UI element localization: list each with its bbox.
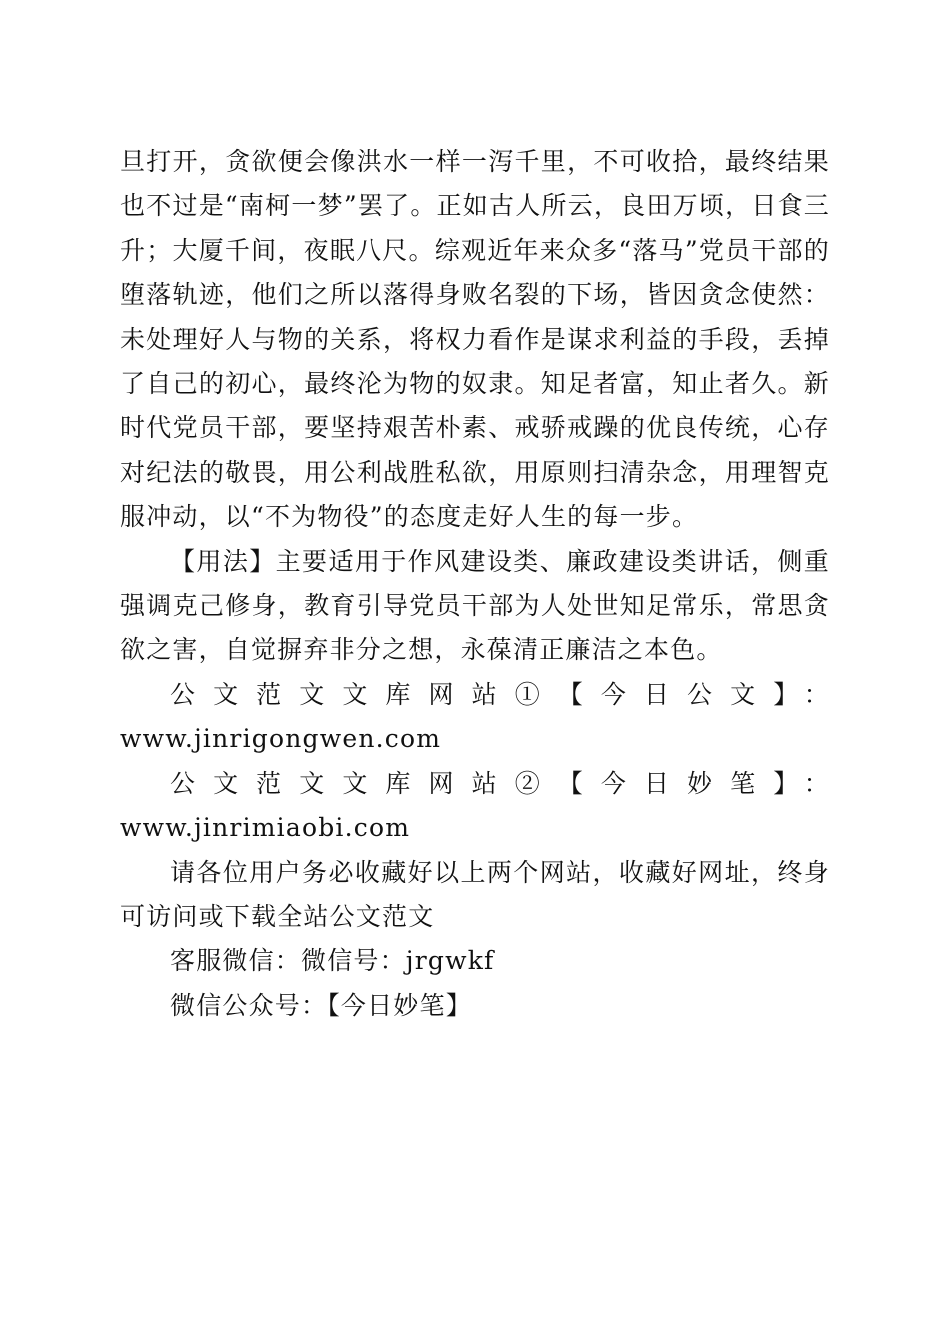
wechat-service: 客服微信：微信号：jrgwkf [170, 946, 495, 976]
document-body [120, 140, 830, 1028]
site1-line: 公文范文文库网站①【今日公文】： [170, 679, 830, 709]
site1-url: www.jinrigongwen.com [120, 724, 442, 754]
main-paragraph: 旦打开，贪欲便会像洪水一样一泻千里，不可收拾，最终结果也不过是“南柯一梦”罢了。正如古人所云，良田万顷，日食三升；大厦千间，夜眠八尺。综观近年来众多“落马”党员干部的堕落轨迹，他们之所以落得身败名裂的下场，皆因贪念使然：未处理好人与物的关系，将权力看作是谋求利益的手段，丢掉了自己的初心，最终沦为物的奴隶。知足者富，知止者久。新时代党员干部，要坚持艰苦朴素、戒骄戒躁的优良传统，心存对纪法的敬畏，用公利战胜私欲，用原则扫清杂念，用理智克服冲动，以“不为物役”的态度走好人生的每一步。 [120, 147, 830, 532]
bookmark-note: 请各位用户务必收藏好以上两个网站，收藏好网址，终身可访问或下载全站公文范文 [120, 857, 830, 931]
usage-paragraph: 【用法】主要适用于作风建设类、廉政建设类讲话，侧重强调克己修身，教育引导党员干部为人处世知足常乐，常思贪欲之害，自觉摒弃非分之想，永葆清正廉洁之本色。 [120, 546, 830, 665]
wechat-official: 微信公众号：【今日妙笔】 [170, 990, 472, 1020]
site2-line: 公文范文文库网站②【今日妙笔】：www.jinrimiaobi.com [120, 768, 830, 843]
